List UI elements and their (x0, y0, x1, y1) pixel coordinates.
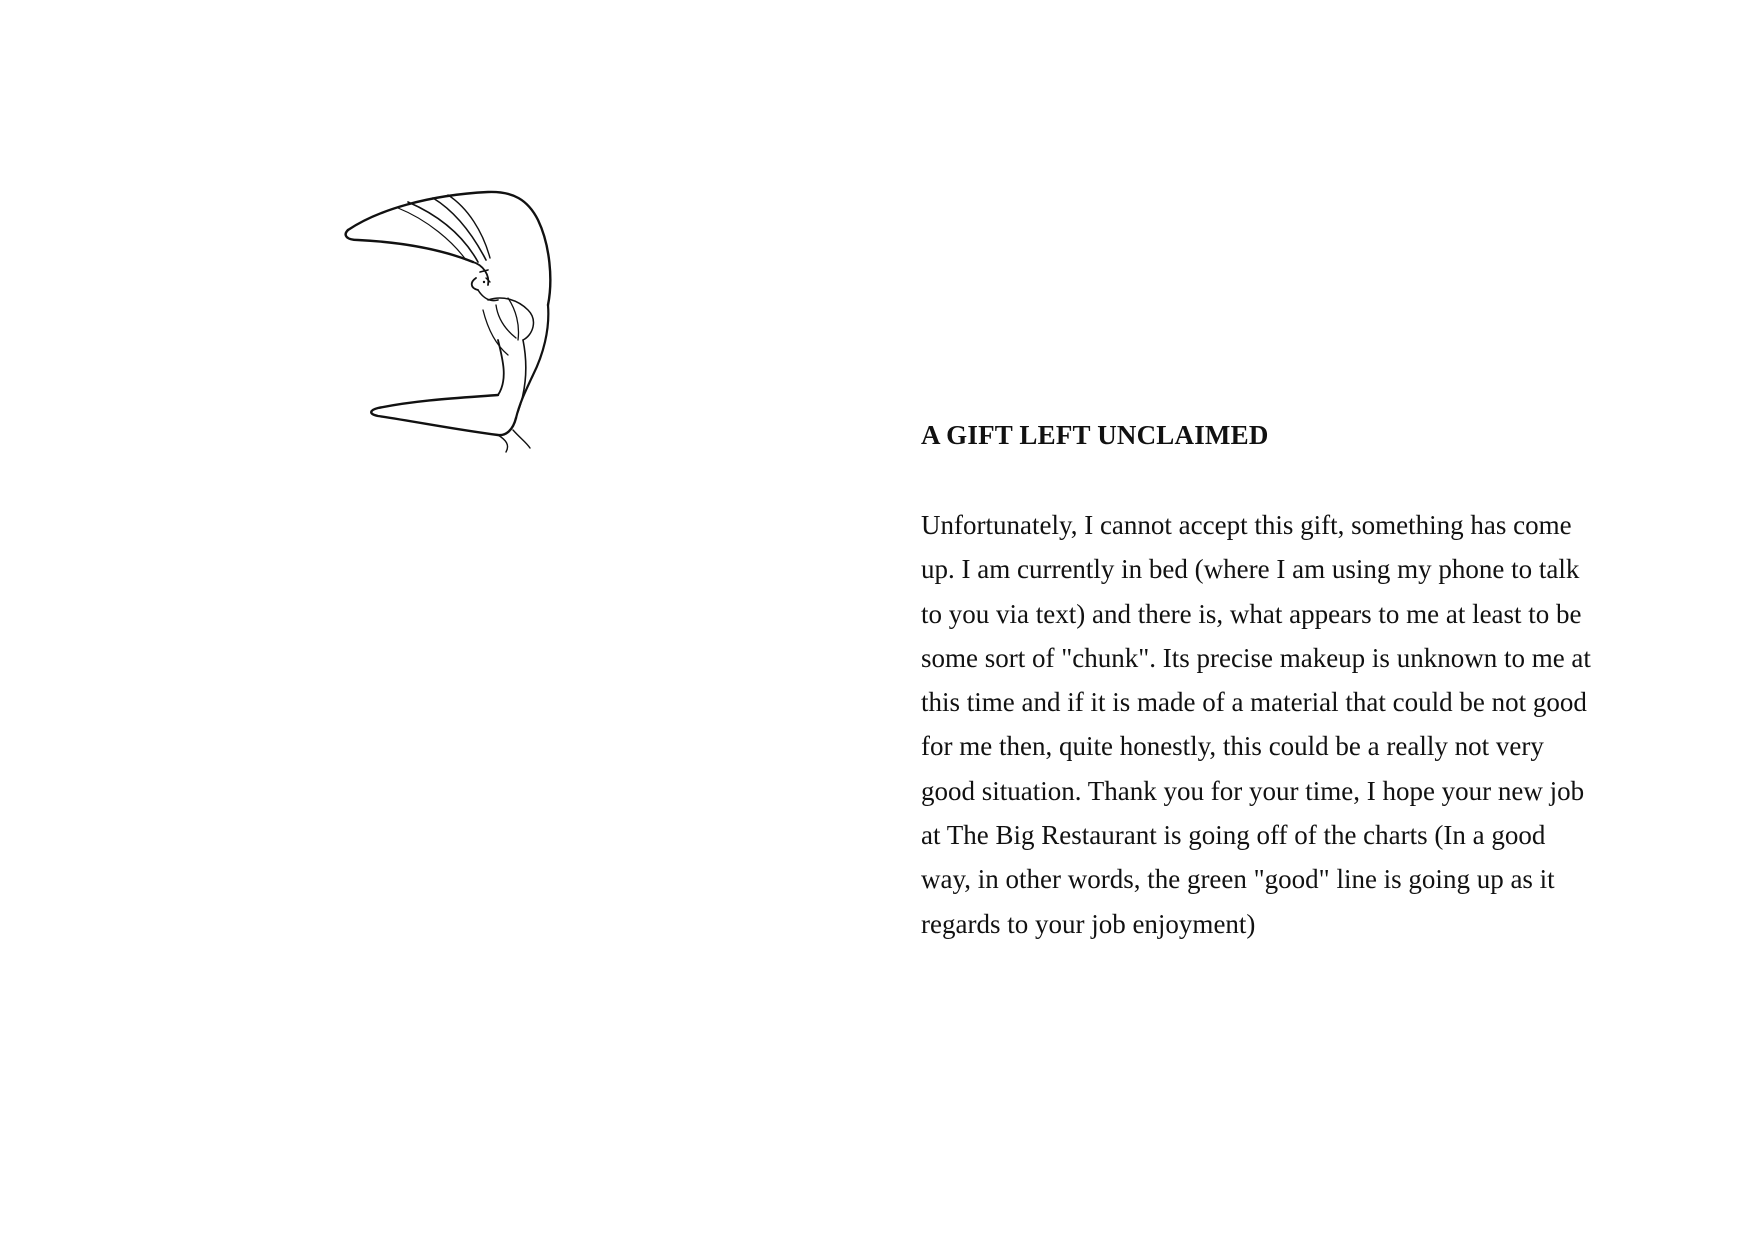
body-line: some sort of "chunk". Its precise makeup is unknown to me at (921, 642, 1591, 673)
body-line: good situation. Thank you for your time, I hope your new job (921, 775, 1585, 806)
body-line: to you via text) and there is, what appears to me at least to be (921, 598, 1582, 629)
body-line: up. I am currently in bed (where I am using my phone to talk (921, 554, 1580, 585)
body-line: Unfortunately, I cannot accept this gift, something has come (921, 510, 1572, 540)
right-page (877, 0, 1754, 1242)
body-line: for me then, quite honestly, this could be a really not very (921, 731, 1544, 762)
body-line: way, in other words, the green "good" line is going up as it (921, 864, 1555, 895)
body-line: this time and if it is made of a material that could be not good (921, 687, 1587, 718)
page-title: A GIFT LEFT UNCLAIMED (921, 420, 1269, 450)
body-line: regards to your job enjoyment) (921, 908, 1256, 939)
body-line: at The Big Restaurant is going off of the charts (In a good (921, 820, 1546, 851)
crescent-moon-figure-drawing-icon (338, 190, 598, 480)
body-text (921, 503, 1641, 946)
